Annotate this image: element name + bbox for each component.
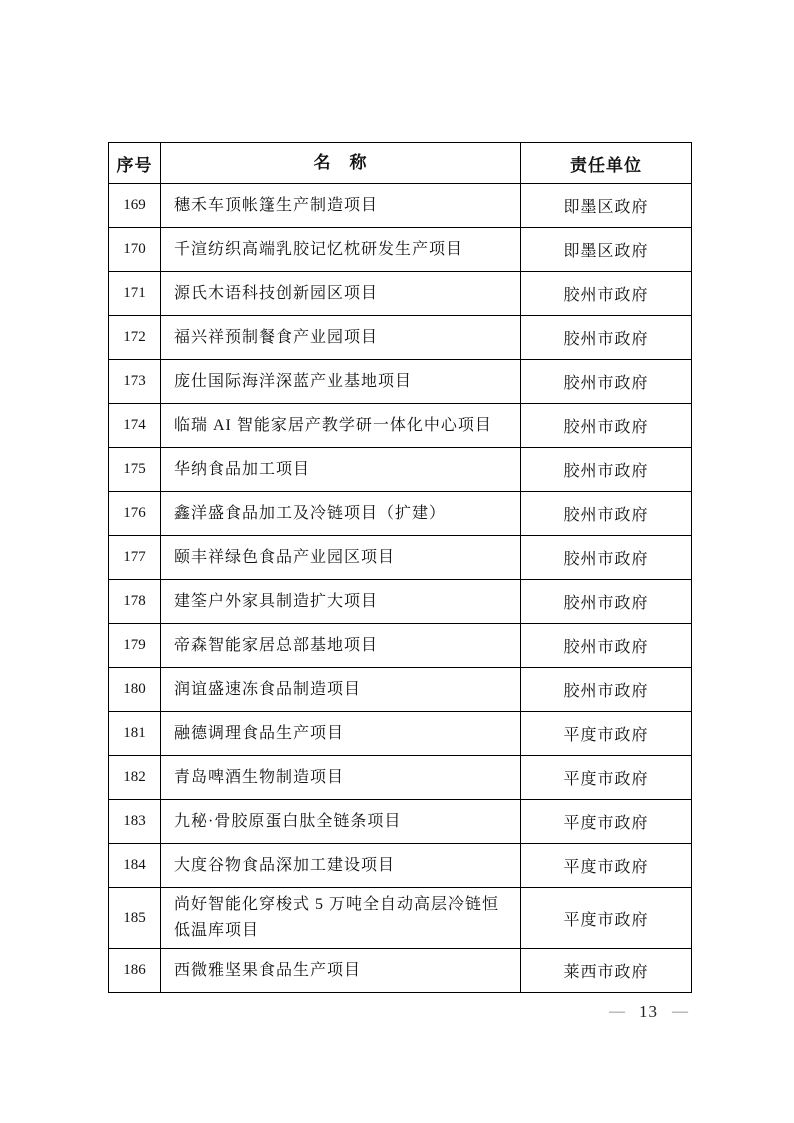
cell-unit: 胶州市政府: [521, 668, 692, 712]
cell-unit: 平度市政府: [521, 756, 692, 800]
cell-serial: 174: [109, 404, 161, 448]
cell-name: 润谊盛速冻食品制造项目: [161, 668, 521, 712]
cell-serial: 178: [109, 580, 161, 624]
cell-unit: 即墨区政府: [521, 228, 692, 272]
cell-serial: 169: [109, 184, 161, 228]
cell-serial: 185: [109, 888, 161, 949]
cell-unit: 莱西市政府: [521, 949, 692, 993]
table-header: [109, 143, 692, 184]
cell-serial: 183: [109, 800, 161, 844]
cell-unit: 胶州市政府: [521, 272, 692, 316]
table-row: [109, 844, 692, 888]
cell-name: 建筌户外家具制造扩大项目: [161, 580, 521, 624]
cell-unit: 胶州市政府: [521, 492, 692, 536]
cell-unit: 平度市政府: [521, 888, 692, 949]
cell-unit: 胶州市政府: [521, 580, 692, 624]
cell-serial: 180: [109, 668, 161, 712]
project-table: [108, 142, 692, 993]
cell-unit: 胶州市政府: [521, 360, 692, 404]
cell-name: 尚好智能化穿梭式 5 万吨全自动高层冷链恒低温库项目: [161, 888, 521, 949]
cell-serial: 175: [109, 448, 161, 492]
cell-serial: 179: [109, 624, 161, 668]
cell-name: 帝森智能家居总部基地项目: [161, 624, 521, 668]
page-number-value: 13: [639, 1002, 658, 1021]
cell-name: 华纳食品加工项目: [161, 448, 521, 492]
table-row: [109, 800, 692, 844]
table-row: [109, 228, 692, 272]
cell-name: 千渲纺织高端乳胶记忆枕研发生产项目: [161, 228, 521, 272]
table-row: [109, 580, 692, 624]
cell-unit: 胶州市政府: [521, 316, 692, 360]
table-header-row: [109, 143, 692, 184]
table-row: [109, 184, 692, 228]
cell-serial: 176: [109, 492, 161, 536]
page-number-dash-right: —: [672, 1003, 688, 1020]
cell-name: 临瑞 AI 智能家居产教学研一体化中心项目: [161, 404, 521, 448]
cell-name: 青岛啤酒生物制造项目: [161, 756, 521, 800]
table-row: [109, 536, 692, 580]
cell-serial: 177: [109, 536, 161, 580]
cell-unit: 平度市政府: [521, 844, 692, 888]
cell-unit: 胶州市政府: [521, 624, 692, 668]
cell-serial: 184: [109, 844, 161, 888]
cell-serial: 171: [109, 272, 161, 316]
cell-name: 融德调理食品生产项目: [161, 712, 521, 756]
table-row: [109, 888, 692, 949]
table-body: [109, 184, 692, 993]
page-number: [609, 1002, 688, 1022]
table-row: [109, 668, 692, 712]
page-number-dash-left: —: [609, 1003, 625, 1020]
table-row: [109, 756, 692, 800]
cell-unit: 平度市政府: [521, 800, 692, 844]
table-row: [109, 316, 692, 360]
cell-name: 九秘·骨胶原蛋白肽全链条项目: [161, 800, 521, 844]
table-row: [109, 492, 692, 536]
table-row: [109, 360, 692, 404]
table-row: [109, 712, 692, 756]
table-row: [109, 404, 692, 448]
cell-serial: 172: [109, 316, 161, 360]
cell-name: 福兴祥预制餐食产业园项目: [161, 316, 521, 360]
table-row: [109, 949, 692, 993]
cell-name: 庞仕国际海洋深蓝产业基地项目: [161, 360, 521, 404]
cell-unit: 胶州市政府: [521, 404, 692, 448]
cell-name: 西微雅坚果食品生产项目: [161, 949, 521, 993]
cell-unit: 胶州市政府: [521, 536, 692, 580]
header-cell-unit: 责任单位: [521, 143, 692, 184]
cell-serial: 181: [109, 712, 161, 756]
cell-unit: 即墨区政府: [521, 184, 692, 228]
header-cell-name: 名 称: [161, 143, 521, 184]
table-row: [109, 272, 692, 316]
table-row: [109, 624, 692, 668]
cell-name: 穗禾车顶帐篷生产制造项目: [161, 184, 521, 228]
cell-serial: 170: [109, 228, 161, 272]
cell-name: 大度谷物食品深加工建设项目: [161, 844, 521, 888]
cell-unit: 胶州市政府: [521, 448, 692, 492]
cell-serial: 186: [109, 949, 161, 993]
cell-name: 鑫洋盛食品加工及冷链项目（扩建）: [161, 492, 521, 536]
cell-name: 颐丰祥绿色食品产业园区项目: [161, 536, 521, 580]
cell-serial: 173: [109, 360, 161, 404]
cell-serial: 182: [109, 756, 161, 800]
table-row: [109, 448, 692, 492]
cell-name: 源氏木语科技创新园区项目: [161, 272, 521, 316]
cell-unit: 平度市政府: [521, 712, 692, 756]
header-cell-serial: 序号: [109, 143, 161, 184]
